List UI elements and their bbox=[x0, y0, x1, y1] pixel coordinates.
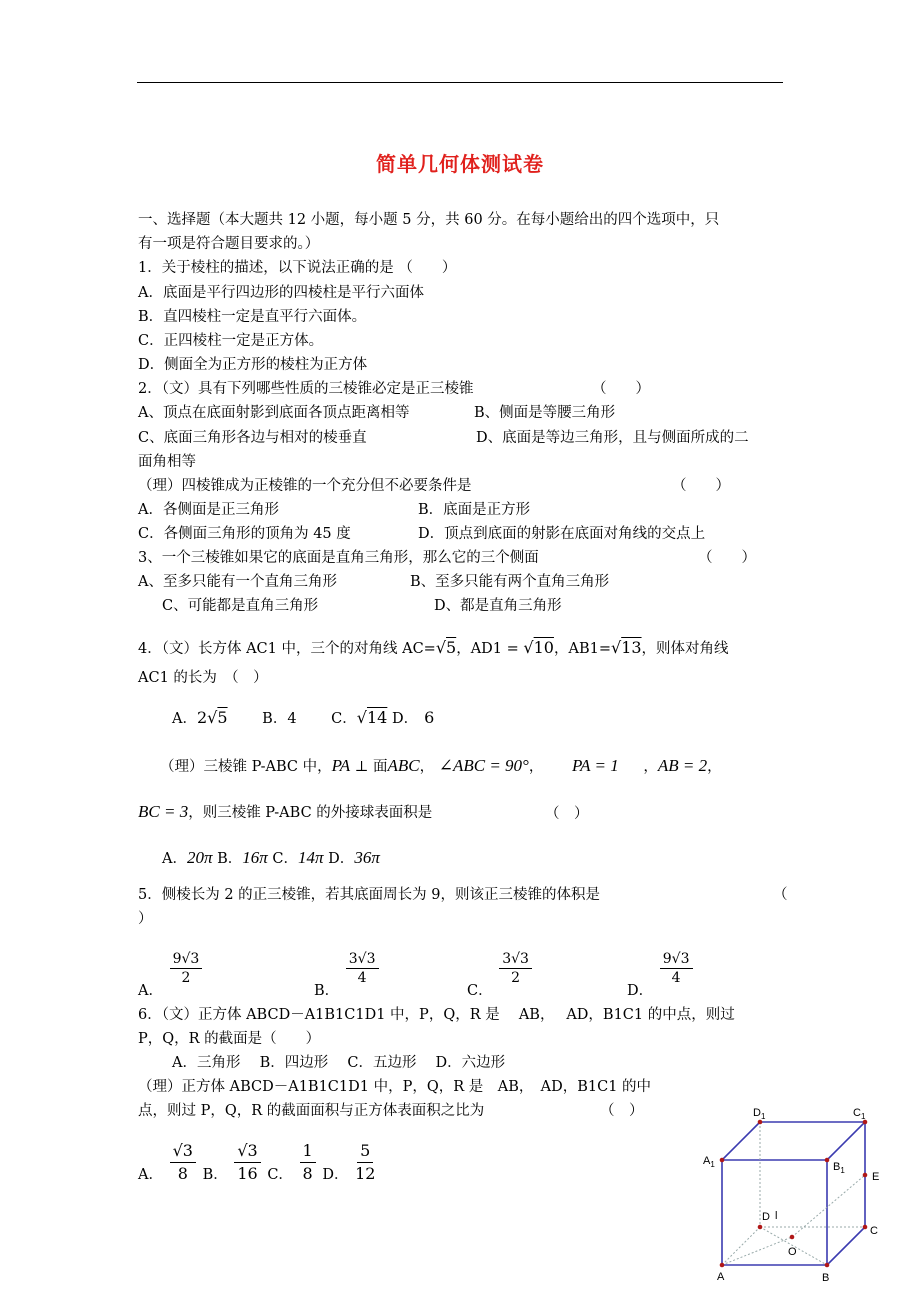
q2-option-d: D、底面是等边三角形，且与侧面所成的二 bbox=[476, 430, 749, 446]
label-b: B bbox=[822, 1272, 830, 1284]
q2-option-b: B、侧面是等腰三角形 bbox=[474, 405, 616, 421]
q2-li-option-b: B．底面是正方形 bbox=[418, 502, 531, 518]
q6-li-stem-line2: 点，则过 P，Q，R 的截面面积与正方体表面积之比为 bbox=[138, 1103, 485, 1119]
q4-stem-line2: AC1 的长为 （ ） bbox=[138, 670, 268, 686]
q1-option-b: B．直四棱柱一定是直平行六面体。 bbox=[138, 309, 367, 325]
q4-options: A．2√5 B．4 C．√14 D． 6 bbox=[172, 708, 435, 727]
label-c: C bbox=[870, 1225, 878, 1237]
cube-figure bbox=[700, 1100, 900, 1300]
sqrt-expression: √10 bbox=[523, 638, 554, 657]
q5-option-d: D． $\frac{9√3}{4}$ bbox=[627, 950, 695, 987]
label-e: E bbox=[872, 1171, 880, 1183]
q6-stem-line2: P，Q，R 的截面是（ ） bbox=[138, 1031, 321, 1047]
label-d: D bbox=[762, 1211, 770, 1223]
q5-stem: 5．侧棱长为 2 的正三棱锥，若其底面周长为 9，则该正三棱锥的体积是 bbox=[138, 887, 601, 903]
q3-paren: （ ） bbox=[698, 550, 756, 566]
q1-option-c: C．正四棱柱一定是正方体。 bbox=[138, 333, 324, 349]
q3-option-d: D、都是直角三角形 bbox=[434, 598, 562, 614]
q3-stem: 3、一个三棱锥如果它的底面是直角三角形，那么它的三个侧面 bbox=[138, 550, 539, 566]
q2-stem: 2．（文）具有下列哪些性质的三棱锥必定是正三棱锥 bbox=[138, 381, 474, 397]
q5-paren-close: ） bbox=[138, 911, 153, 927]
q2-option-a: A、顶点在底面射影到底面各顶点距离相等 bbox=[138, 405, 410, 421]
sqrt-expression: √13 bbox=[610, 638, 642, 657]
label-a1: $A_1$ bbox=[703, 1155, 715, 1169]
q5-option-a: A． $\frac{9√3}{2}$ bbox=[138, 950, 204, 987]
label-a: A bbox=[717, 1271, 725, 1283]
q5-option-b: B． $\frac{3√3}{4}$ bbox=[314, 950, 381, 987]
q5-option-c: C． $\frac{3√3}{2}$ bbox=[467, 950, 534, 987]
q1-option-d: D．侧面全为正方形的棱柱为正方体 bbox=[138, 357, 368, 373]
q6-li-paren: （ ） bbox=[600, 1103, 644, 1119]
label-d1: $D_1$ bbox=[753, 1107, 766, 1121]
q6-li-options: A． $\frac{√3}{8}$ B． $\frac{√3}{16}$ C． $\frac{1}{8}$ D． $\frac{5}{12}$ bbox=[138, 1141, 376, 1183]
q3-option-a: A、至多只能有一个直角三角形 bbox=[138, 574, 337, 590]
q2-li-option-a: A．各侧面是正三角形 bbox=[138, 502, 279, 518]
q1-stem: 1．关于棱柱的描述，以下说法正确的是 （ ） bbox=[138, 260, 457, 276]
section-heading-1: 一、选择题（本大题共 12 小题，每小题 5 分，共 60 分。在每小题给出的四个选项中，只 bbox=[138, 212, 720, 228]
q2-paren: （ ） bbox=[592, 381, 650, 397]
label-o: O bbox=[788, 1246, 797, 1258]
q4-li-line2: BC = 3，则三棱锥 P-ABC 的外接球表面积是 bbox=[138, 802, 433, 821]
label-l: l bbox=[775, 1210, 778, 1222]
q2-option-d-cont: 面角相等 bbox=[138, 454, 196, 470]
cube-edges bbox=[722, 1122, 865, 1265]
q4-stem: 4．（文）长方体 AC1 中，三个的对角线 AC=√5，AD1 = √10，AB1=√13，则体对角线 bbox=[138, 638, 729, 657]
q2-li-stem: （理）四棱锥成为正棱锥的一个充分但不必要条件是 bbox=[138, 478, 472, 494]
q2-li-option-d: D．顶点到底面的射影在底面对角线的交点上 bbox=[418, 526, 706, 542]
q4-li-paren: （ ） bbox=[545, 806, 589, 822]
section-heading-2: 有一项是符合题目要求的。） bbox=[138, 236, 320, 252]
label-c1: $C_1$ bbox=[853, 1107, 866, 1121]
page-title: 简单几何体测试卷 bbox=[376, 152, 544, 176]
q3-option-c: C、可能都是直角三角形 bbox=[162, 598, 319, 614]
q6-li-stem: （理）正方体 ABCD－A1B1C1D1 中，P，Q，R 是 AB， AD，B1C1 的中 bbox=[138, 1079, 652, 1095]
q2-option-c: C、底面三角形各边与相对的棱垂直 bbox=[138, 430, 367, 446]
q6-options: A．三角形 B．四边形 C．五边形 D．六边形 bbox=[172, 1055, 506, 1071]
sqrt-expression: √5 bbox=[435, 638, 457, 657]
q4-li-stem: （理）三棱锥 P-ABC 中，PA ⊥ 面ABC， ∠ABC = 90°， PA = 1 ，AB = 2， bbox=[160, 756, 722, 775]
q5-paren-open: （ bbox=[773, 887, 788, 903]
header-rule bbox=[137, 82, 783, 83]
q6-stem: 6．（文）正方体 ABCD－A1B1C1D1 中，P，Q，R 是 AB， AD，B1C1 的中点，则过 bbox=[138, 1007, 735, 1023]
q3-option-b: B、至多只能有两个直角三角形 bbox=[410, 574, 610, 590]
q1-option-a: A．底面是平行四边形的四棱柱是平行六面体 bbox=[138, 285, 424, 301]
q2-li-paren: （ ） bbox=[672, 478, 730, 494]
q4-li-options: A．20π B．16π C．14π D．36π bbox=[162, 848, 380, 867]
label-b1: $B_1$ bbox=[833, 1161, 845, 1175]
q2-li-option-c: C．各侧面三角形的顶角为 45 度 bbox=[138, 526, 351, 542]
